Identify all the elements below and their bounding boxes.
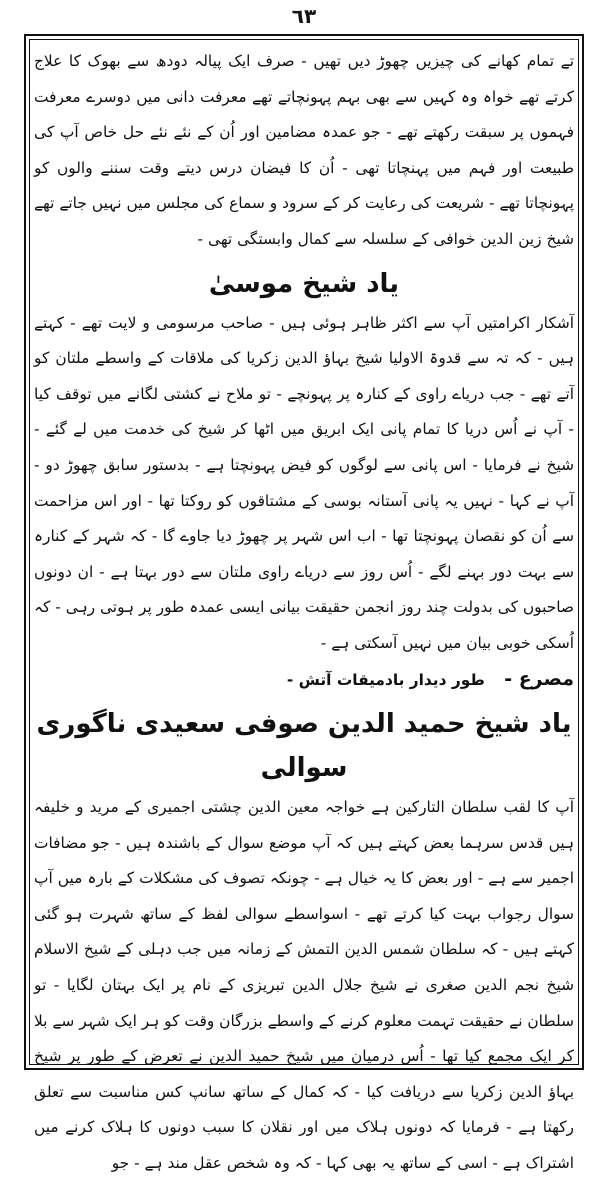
paragraph-hamid-uddin: آپ کا لقب سلطان التارکین ہے خواجہ معین الدین چشتی اجمیری کے مرید و خلیفہ ہیں قدس سرہما بعض کہتے ہیں کہ آپ موضع سوال کے باشندہ ہیں - جو مضافات اجمیر سے ہے - اور بعض کا یہ خیال ہے - چونکہ تصوف کی مشکلات کے بارہ میں آپ سوال رجواب بہت کیا کرتے تھے - اسواسطے سوالی لفظ کے ساتھ شہرت ہو گئی کہتے ہیں - کہ سلطان شمس الدین التمش کے زمانہ میں جب دہلی کے شیخ الاسلام شیخ نجم الدین صغری نے شیخ جلال الدین تبریزی کے نام پر ایک بہتان لگایا - تو سلطان نے حقیقت تہمت معلوم کرنے کے واسطے بزرگان وقت کو ہر ایک شہر سے بلا کر ایک مجمع کیا تھا - اُس درمیان میں شیخ حمید الدین نے تعرض کے طور پر شیخ بہاؤ الدین زکریا سے دریافت کیا - کہ کمال کے ساتھ سانپ کس مناسبت سے تعلق رکھتا ہے - فرمایا کہ دونوں ہلاک میں اور نقلان کا سبب دونوں کا ہلاک کرنے میں اشتراک ہے - اسی کے ساتھ یہ بھی کہا - کہ وہ شخص عقل مند ہے - جو (34, 798, 574, 1173)
section-heading-sheikh-musa: یاد شیخ موسیٰ (208, 268, 400, 299)
paragraph-sheikh-musa: آشکار اکرامتیں آپ سے اکثر ظاہر ہوئی ہیں - صاحب مرسومی و لایت تھے - کہتے ہیں - کہ تہ سے قدوۃ الاولیا شیخ بہاؤ الدین زکریا کی ملاقات کے واسطے ملتان کو آتے تھے - جب دریاے راوی کے کنارہ پر پہونچے - تو ملاح نے کشتی لگانے میں توقف کیا - آپ نے اُس دریا کا تمام پانی ایک ابریق میں اٹھا کر شیخ کی خدمت میں لے گئے - شیخ نے فرمایا - اس پانی سے لوگوں کو فیض پہونچتا ہے - بدستور سابق چھوڑ دو - آپ نے کہا - نہیں یہ پانی آستانہ بوسی کے مشتاقوں کو روکتا تھا - اور اس مزاحمت سے اُن کو نقصان پہونچتا تھا - اب اس شہر پر چھوڑ دیا جاوے گا - کہ شہر کے کنارہ سے بہت دور بہنے لگے - اُس روز سے دریاے راوی ملتان سے دور بہتا ہے - ان دونوں صاحبوں کی بدولت چند روز انجمن حقیقت بیانی ایسی عمدہ طور پر ہوتی رہی - کہ اُسکی خوبی بیان میں نہیں آسکتی ہے - (34, 313, 574, 652)
page-border (24, 34, 584, 1173)
page-number: ٦٣ (291, 4, 317, 28)
couplet-label: مصرع - (504, 667, 574, 690)
couplet-line (34, 662, 574, 699)
text-body (34, 44, 574, 1173)
section-heading-hamid-uddin: یاد شیخ حمید الدین صوفی سعیدی ناگوری سوالی (36, 709, 572, 784)
couplet-text: طور دیدار بادمیقات آتش - (286, 670, 485, 689)
paragraph-intro: تے تمام کھانے کی چیزیں چھوڑ دیں تھیں - صرف ایک پیالہ دودھ سے بھوک کا علاج کرتے تھے خواہ وہ کہیں سے بھی بہم پہونچاتے تھے معرفت دانی میں دوسرے معرفت فہموں پر سبقت رکھتے تھے - جو عمدہ مضامین اور اُن کے نئے نئے حل خاص آپ کی طبیعت اور فہم میں پہنچاتا تھی - اُن کا فیضان درس دیتے وقت سننے والوں کو پہونچاتا تھے - شریعت کی رعایت کر کے سرود و سماع کی مجلس میں نہیں جاتے تھے شیخ زین الدین خوافی کے سلسلہ سے کمال وابستگی تھی - (34, 52, 574, 248)
